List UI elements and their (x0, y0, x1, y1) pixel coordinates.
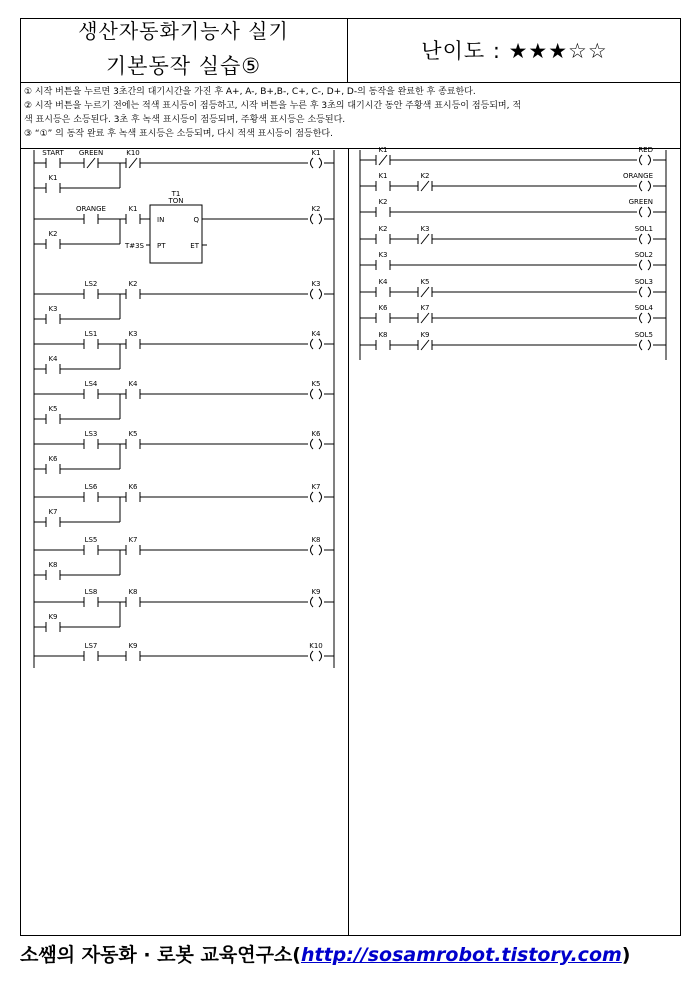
difficulty-rating: 난이도 : ★★★☆☆ (421, 39, 608, 63)
contact-label: K4 (378, 278, 388, 286)
coil-left-arc (311, 651, 314, 661)
coil-left-arc (311, 597, 314, 607)
contact-label: K3 (378, 251, 388, 259)
coil-right-arc (648, 181, 651, 191)
instruction-line: ③ “①” 의 동작 완료 후 녹색 표시등은 소등되며, 다시 적색 표시등이 점등한다. (24, 129, 333, 139)
contact-label: K2 (420, 172, 430, 180)
coil-label: K6 (311, 430, 321, 438)
coil-label: RED (638, 146, 653, 154)
contact-label: GREEN (78, 149, 104, 157)
contact-label: K8 (128, 588, 138, 596)
coil-left-arc (640, 234, 643, 244)
coil-label: K2 (311, 205, 321, 213)
coil-left-arc (311, 339, 314, 349)
contact-label: K6 (128, 483, 138, 491)
page-subtitle: 기본동작 실습⑤ (105, 54, 262, 78)
contact-label: LS5 (84, 536, 98, 544)
instruction-line: ① 시작 버튼을 누르면 3초간의 대기시간을 가진 후 A+, A-, B+,B-, C+, C-, D+, D-의 동작을 완료한 후 종료한다. (24, 87, 476, 97)
coil-left-arc (311, 439, 314, 449)
contact-label: K8 (48, 561, 58, 569)
contact-label: K5 (48, 405, 58, 413)
footer-tail: ) (621, 944, 631, 966)
coil-right-arc (319, 389, 322, 399)
timer-in: IN (157, 216, 165, 224)
coil-label: SOL4 (634, 304, 653, 312)
contact-label: K3 (128, 330, 138, 338)
contact-label: LS1 (84, 330, 98, 338)
footer-label: 소쌤의 자동화 · 로봇 교육연구소( (20, 944, 301, 966)
coil-right-arc (319, 597, 322, 607)
coil-label: K4 (311, 330, 321, 338)
contact-label: K9 (420, 331, 430, 339)
contact-label: K9 (128, 642, 138, 650)
coil-right-arc (319, 439, 322, 449)
coil-label: K8 (311, 536, 321, 544)
contact-label: K1 (128, 205, 138, 213)
coil-right-arc (648, 340, 651, 350)
coil-right-arc (648, 155, 651, 165)
page-title: 생산자동화기능사 실기 (78, 19, 289, 43)
contact-label: K4 (48, 355, 58, 363)
coil-right-arc (648, 260, 651, 270)
coil-label: SOL5 (634, 331, 653, 339)
contact-label: K5 (128, 430, 138, 438)
contact-label: K3 (48, 305, 58, 313)
contact-label: K7 (128, 536, 138, 544)
coil-left-arc (640, 313, 643, 323)
coil-left-arc (640, 207, 643, 217)
coil-left-arc (640, 340, 643, 350)
coil-label: K3 (311, 280, 321, 288)
coil-left-arc (311, 545, 314, 555)
coil-left-arc (640, 181, 643, 191)
coil-label: SOL3 (634, 278, 653, 286)
contact-label: LS2 (84, 280, 98, 288)
contact-label: LS6 (84, 483, 98, 491)
timer-name: T1 (171, 190, 181, 198)
coil-left-arc (640, 155, 643, 165)
contact-label: K2 (48, 230, 58, 238)
coil-label: K1 (311, 149, 321, 157)
coil-right-arc (648, 313, 651, 323)
coil-label: GREEN (628, 198, 653, 206)
contact-nc-slash (421, 340, 429, 350)
coil-label: SOL2 (634, 251, 653, 259)
contact-label: K6 (378, 304, 388, 312)
contact-label: K2 (128, 280, 138, 288)
coil-right-arc (319, 289, 322, 299)
coil-right-arc (319, 214, 322, 224)
contact-nc-slash (421, 234, 429, 244)
timer-block (150, 205, 202, 263)
contact-label: K9 (48, 613, 58, 621)
coil-left-arc (311, 389, 314, 399)
contact-label: K10 (126, 149, 140, 157)
contact-label: K2 (378, 198, 388, 206)
timer-type: TON (168, 197, 184, 205)
contact-label: K1 (378, 146, 388, 154)
contact-nc-slash (421, 313, 429, 323)
coil-left-arc (311, 214, 314, 224)
contact-label: K6 (48, 455, 58, 463)
contact-label: K1 (48, 174, 58, 182)
coil-right-arc (319, 158, 322, 168)
coil-right-arc (648, 234, 651, 244)
coil-label: K10 (309, 642, 323, 650)
coil-right-arc (648, 287, 651, 297)
timer-preset: T#3S (124, 242, 144, 250)
coil-right-arc (648, 207, 651, 217)
coil-label: K9 (311, 588, 321, 596)
contact-label: K7 (48, 508, 58, 516)
contact-nc-slash (379, 155, 387, 165)
contact-label: K8 (378, 331, 388, 339)
contact-label: LS4 (84, 380, 98, 388)
coil-label: K5 (311, 380, 321, 388)
contact-label: K1 (378, 172, 388, 180)
contact-label: START (42, 149, 64, 157)
coil-left-arc (311, 289, 314, 299)
instruction-line: ② 시작 버튼을 누르기 전에는 적색 표시등이 점등하고, 시작 버튼을 누른 후 3초의 대기시간 동안 주황색 표시등이 점등되며, 적 (24, 101, 522, 111)
contact-nc-slash (421, 181, 429, 191)
contact-label: K7 (420, 304, 430, 312)
coil-label: ORANGE (623, 172, 653, 180)
contact-label: ORANGE (76, 205, 106, 213)
coil-left-arc (311, 158, 314, 168)
coil-label: SOL1 (634, 225, 653, 233)
contact-label: K2 (378, 225, 388, 233)
coil-right-arc (319, 651, 322, 661)
contact-nc-slash (421, 287, 429, 297)
timer-et: ET (190, 242, 199, 250)
coil-left-arc (311, 492, 314, 502)
instruction-line: 색 표시등은 소등된다. 3초 후 녹색 표시등이 점등되며, 주황색 표시등은 소등된다. (24, 115, 346, 125)
contact-nc-slash (87, 158, 95, 168)
contact-label: K5 (420, 278, 430, 286)
coil-right-arc (319, 545, 322, 555)
coil-right-arc (319, 492, 322, 502)
contact-label: LS7 (84, 642, 98, 650)
footer (20, 940, 680, 976)
timer-pt: PT (157, 242, 166, 250)
contact-label: K4 (128, 380, 138, 388)
contact-label: K3 (420, 225, 430, 233)
contact-label: LS8 (84, 588, 98, 596)
coil-left-arc (640, 260, 643, 270)
timer-q: Q (193, 216, 199, 224)
coil-left-arc (640, 287, 643, 297)
contact-label: LS3 (84, 430, 98, 438)
footer-link[interactable]: http://sosamrobot.tistory.com (300, 944, 622, 966)
coil-right-arc (319, 339, 322, 349)
coil-label: K7 (311, 483, 321, 491)
contact-nc-slash (129, 158, 137, 168)
